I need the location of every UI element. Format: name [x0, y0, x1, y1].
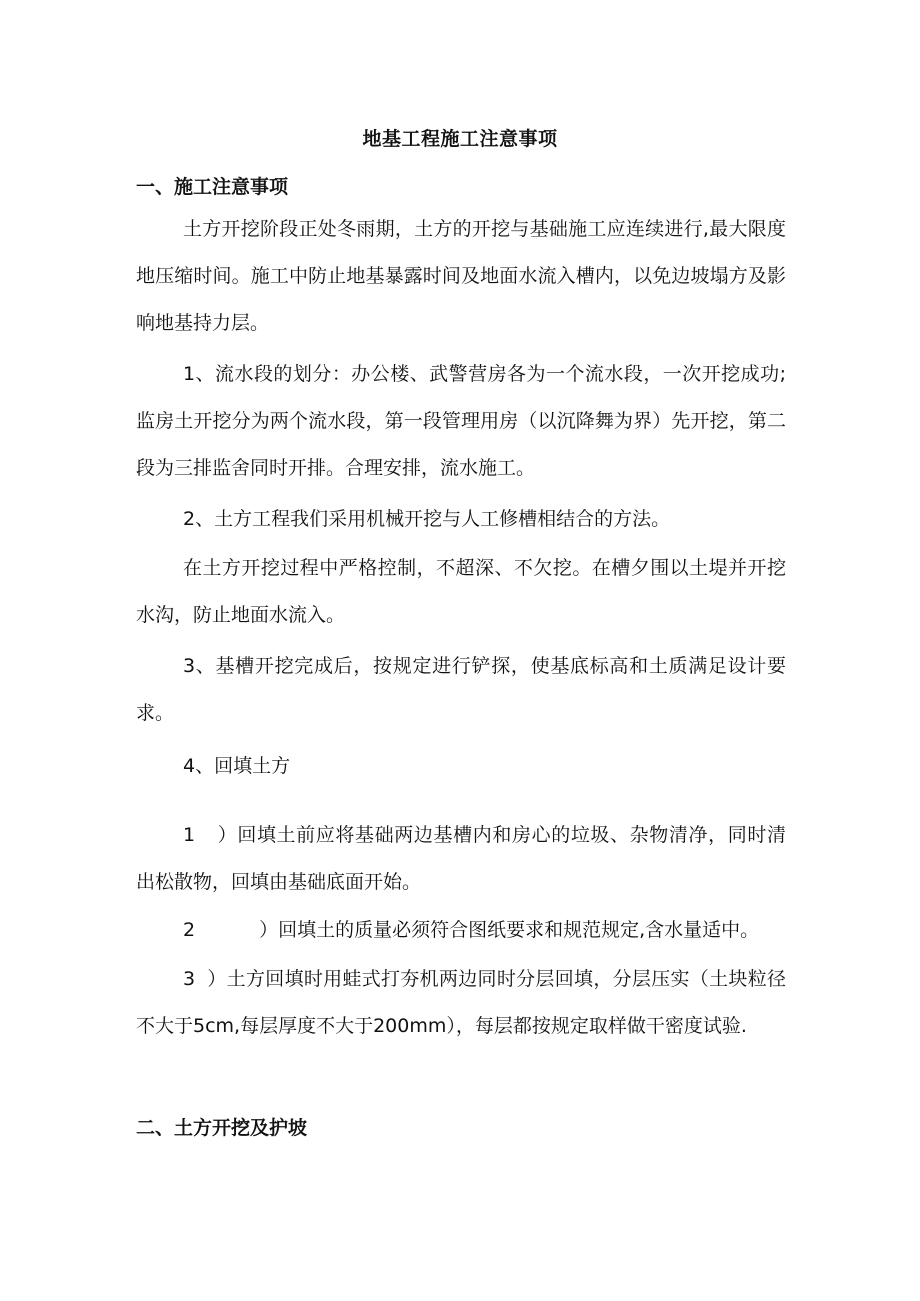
paragraph-backfill-heading: 4、回填土方 [183, 755, 291, 777]
item-number: 2 [183, 919, 196, 941]
paragraph-intro: 土方开挖阶段正处冬雨期，土方的开挖与基础施工应连续进行,最大限度地压缩时间。施工中防止地基暴露时间及地面水流入槽内，以免边坡塌方及影响地基持力层。 [136, 218, 786, 334]
paragraph-backfill-item-1 [136, 812, 786, 906]
section-heading-2: 二、土方开挖及护坡 [136, 1117, 308, 1139]
paragraph-backfill-item-3 [136, 956, 786, 1050]
section-heading-1: 一、施工注意事项 [136, 176, 289, 198]
paragraph-excavation-control: 在土方开挖过程中严格控制，不超深、不欠挖。在槽夕围以土堤并开挖水沟，防止地面水流入。 [136, 557, 786, 626]
item-text: ）土方回填时用蛙式打夯机两边同时分层回填，分层压实（土块粒径不大于5cm,每层厚度不大于200mm），每层都按规定取样做干密度试验. [136, 968, 786, 1037]
item-number: 1 [183, 824, 196, 846]
item-number: 3 [183, 968, 196, 990]
paragraph-flow-sections: 1、流水段的划分：办公楼、武警营房各为一个流水段，一次开挖成功;监房土开挖分为两个流水段，第一段管理用房（以沉降舞为界）先开挖，第二段为三排监舍同时开排。合理安排，流水施工。 [136, 363, 786, 479]
paragraph-backfill-item-2 [136, 907, 786, 954]
paragraph-trench-inspection: 3、基槽开挖完成后，按规定进行铲探，使基底标高和土质满足设计要求。 [136, 655, 786, 724]
paragraph-excavation-method: 2、土方工程我们采用机械开挖与人工修槽相结合的方法。 [183, 508, 671, 530]
item-text: ）回填土的质量必须符合图纸要求和规范规定,含水量适中。 [259, 919, 760, 941]
item-text: ）回填土前应将基础两边基槽内和房心的垃圾、杂物清净，同时清出松散物，回填由基础底面开始。 [136, 824, 786, 893]
document-title: 地基工程施工注意事项 [362, 128, 558, 150]
